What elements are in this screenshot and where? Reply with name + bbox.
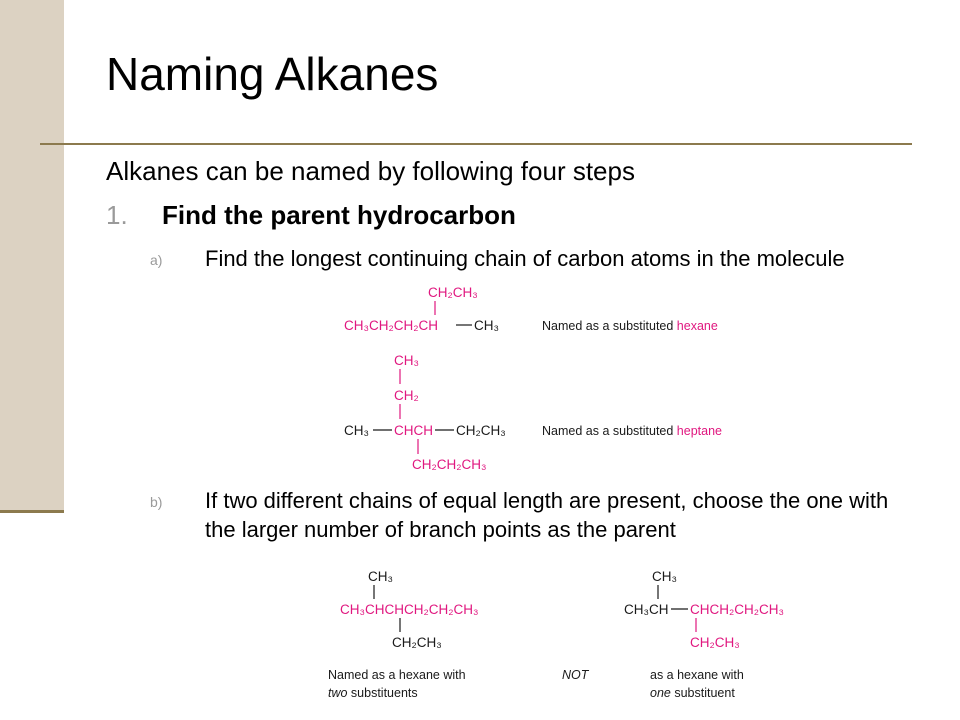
title-divider: [40, 143, 912, 145]
fig3-left-caption-line2: [328, 686, 418, 700]
fig1-terminal: CH₃: [474, 318, 499, 333]
fig3-right-bottom: CH₂CH₃: [690, 635, 740, 650]
fig2-bottom: CH₂CH₂CH₃: [412, 457, 487, 472]
fig3-right-caption-em: one: [650, 686, 671, 700]
fig3-right-caption-line1: as a hexane with: [650, 668, 744, 682]
fig3-left-caption-line1: Named as a hexane with: [328, 668, 466, 682]
substep-a-letter: a): [150, 252, 163, 268]
structure-hexane-figure: [330, 280, 790, 342]
fig1-caption: [542, 319, 718, 333]
fig3-right-main-left: CH₃CH: [624, 602, 669, 617]
fig3-right-main-right: CHCH₂CH₂CH₃: [690, 602, 784, 617]
fig2-top1: CH₃: [394, 353, 419, 368]
substep-b-text: If two different chains of equal length are present, choose the one with the larger number of branch points as the parent: [205, 488, 889, 542]
structure-heptane-figure: [330, 345, 790, 480]
intro-text: Alkanes can be named by following four steps: [106, 156, 635, 186]
fig3-not-label: NOT: [562, 668, 589, 682]
fig3-right-caption-line2: [650, 686, 735, 700]
left-band-underline: [0, 510, 64, 513]
fig2-center: CHCH: [394, 423, 433, 438]
fig1-branch: CH₂CH₃: [428, 285, 478, 300]
slide-title: Naming Alkanes: [106, 48, 439, 100]
structure-comparison-figure: [320, 565, 820, 705]
step-1-text: Find the parent hydrocarbon: [162, 200, 516, 230]
fig2-caption-parent: heptane: [676, 424, 722, 438]
fig2-left: CH₃: [344, 423, 369, 438]
fig3-left-caption-em: two: [328, 686, 348, 700]
step-1-number: 1.: [106, 200, 128, 230]
fig3-left-caption-rest: substituents: [347, 686, 418, 700]
fig1-caption-prefix: Named as a substituted: [542, 319, 677, 333]
fig2-caption: [542, 424, 722, 438]
fig2-top2: CH₂: [394, 388, 419, 403]
fig3-left-bottom: CH₂CH₃: [392, 635, 442, 650]
fig3-right-caption-rest: substituent: [670, 686, 735, 700]
fig3-right-top: CH₃: [652, 569, 677, 584]
fig1-main-chain: CH₃CH₂CH₂CH: [344, 318, 438, 333]
fig2-right: CH₂CH₃: [456, 423, 506, 438]
fig3-left-main: CH₃CHCHCH₂CH₂CH₃: [340, 602, 479, 617]
step-1: [106, 198, 516, 232]
decorative-left-band: [0, 0, 64, 512]
fig2-caption-prefix: Named as a substituted: [542, 424, 677, 438]
fig3-left-top: CH₃: [368, 569, 393, 584]
substep-b-letter: b): [150, 494, 163, 510]
fig1-caption-parent: hexane: [676, 319, 718, 333]
substep-a-text: Find the longest continuing chain of carbon atoms in the molecule: [205, 246, 845, 271]
